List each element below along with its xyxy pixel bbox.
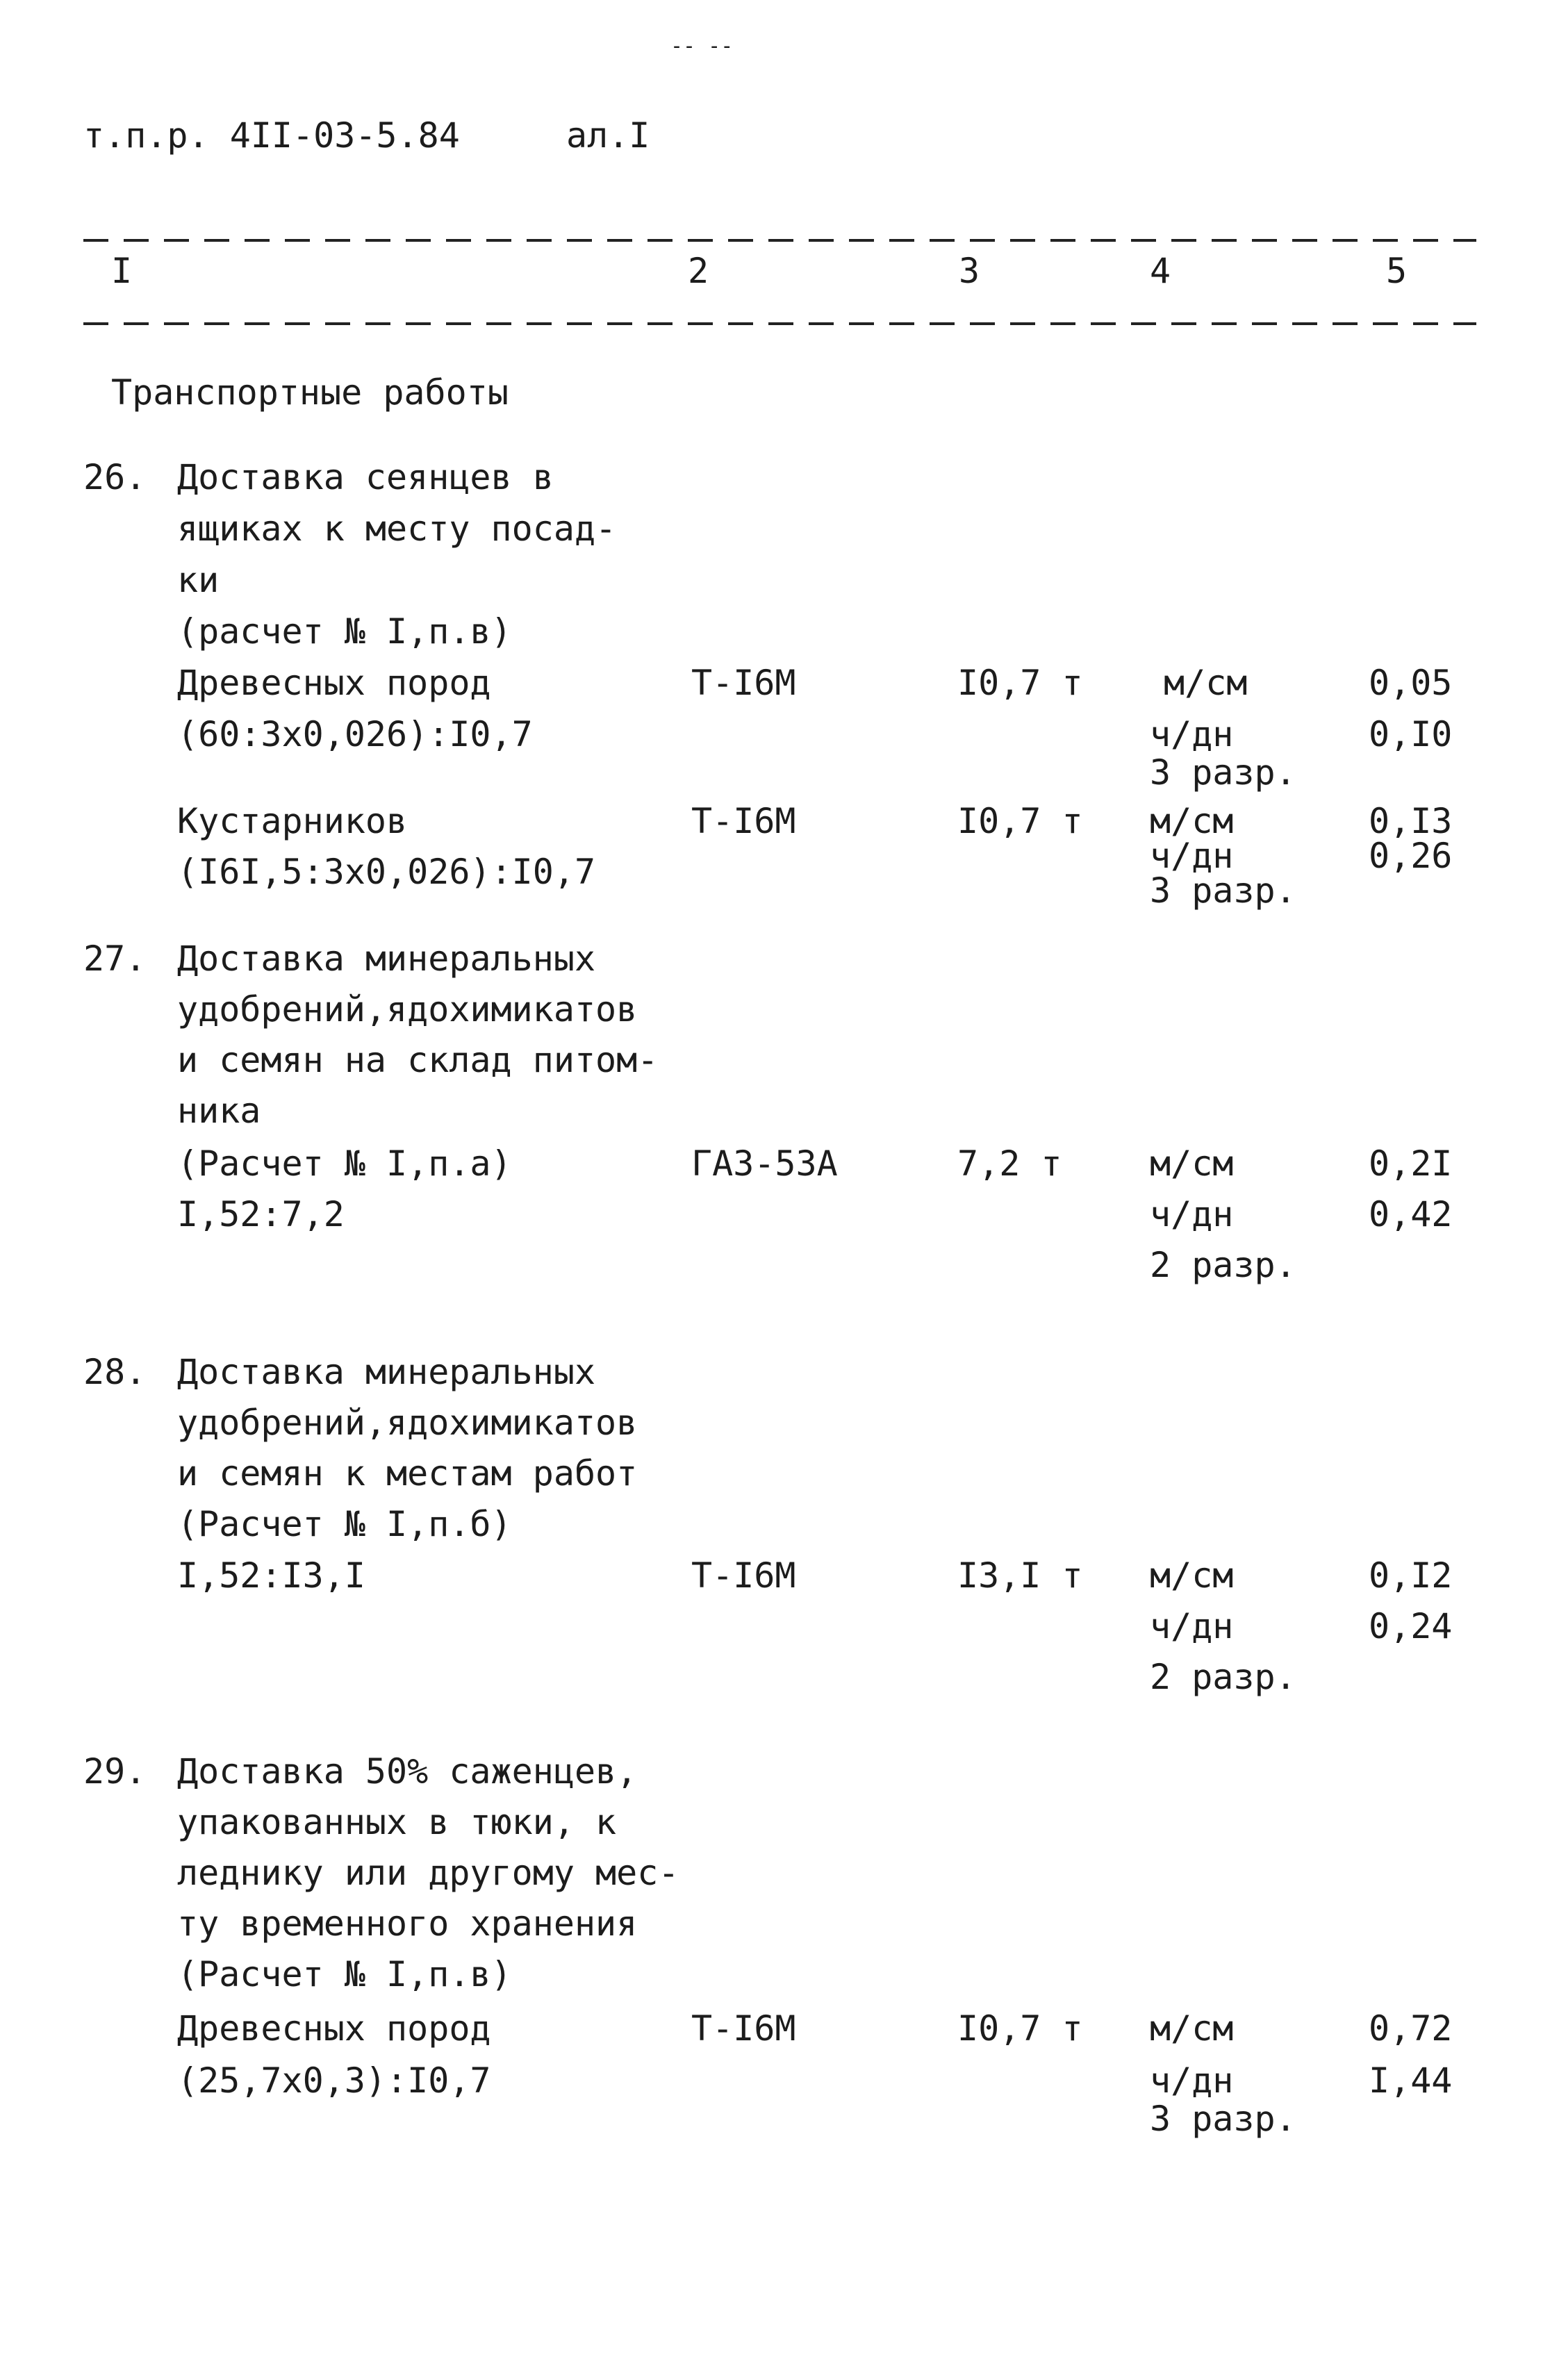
entry-text-line: ящиках к месту посад- [177, 509, 617, 549]
entry-text-line: и семян на склад питом- [177, 1040, 659, 1080]
row-value: 0,2I [1369, 1143, 1453, 1184]
row-machine: Т-I6М [691, 2008, 796, 2049]
row-unit: м/см [1164, 663, 1248, 703]
row-description: Древесных пород [177, 663, 491, 703]
row-grade: 3 разр. [1150, 752, 1296, 793]
page-mark: -- -- [670, 34, 734, 58]
entry-text-line: удобрений,ядохимикатов [177, 989, 638, 1030]
entry-text-line: Доставка 50% саженцев, [177, 1751, 638, 1792]
entry-text-line: упакованных в тюки, к [177, 1802, 617, 1842]
row-load: I0,7 т [957, 2008, 1083, 2049]
entry-number: 28. [83, 1352, 147, 1392]
row-load: I3,I т [957, 1555, 1083, 1596]
row-value: I,44 [1369, 2060, 1453, 2101]
row-unit: ч/дн [1150, 1606, 1234, 1646]
row-formula: I,52:7,2 [177, 1194, 345, 1234]
row-value: 0,42 [1369, 1194, 1453, 1234]
row-formula: (25,7x0,3):I0,7 [177, 2060, 491, 2101]
row-load: 7,2 т [957, 1143, 1062, 1184]
column-header-2: 2 [688, 251, 709, 291]
entry-text-line: удобрений,ядохимикатов [177, 1403, 638, 1443]
column-header-5: 5 [1386, 251, 1408, 291]
entry-text-line: (расчет № I,п.в) [177, 611, 512, 652]
row-unit: ч/дн [1150, 1194, 1234, 1234]
row-formula: (60:3x0,026):I0,7 [177, 714, 533, 754]
row-machine: Т-I6М [691, 801, 796, 841]
row-value: 0,24 [1369, 1606, 1453, 1646]
entry-number: 29. [83, 1751, 147, 1792]
entry-text-line: леднику или другому мес- [177, 1853, 679, 1893]
entry-text-line: Доставка сеянцев в [177, 457, 554, 497]
row-description: Древесных пород [177, 2008, 491, 2049]
entry-number: 26. [83, 457, 147, 497]
entry-text-line: ту временного хранения [177, 1903, 638, 1944]
row-grade: 3 разр. [1150, 2099, 1296, 2139]
row-value: 0,I3 [1369, 801, 1453, 841]
row-unit: ч/дн [1150, 714, 1234, 754]
header-rule-bottom [83, 322, 1476, 325]
header-rule-top [83, 239, 1476, 242]
row-formula: (I6I,5:3x0,026):I0,7 [177, 852, 596, 892]
row-machine: Т-I6М [691, 1555, 796, 1596]
row-unit: м/см [1150, 801, 1234, 841]
row-value: 0,05 [1369, 663, 1453, 703]
entry-text-line: ки [177, 560, 220, 600]
sheet-label: ал.I [566, 115, 650, 156]
row-machine: Т-I6М [691, 663, 796, 703]
row-description: (Расчет № I,п.а) [177, 1143, 512, 1184]
row-grade: 2 разр. [1150, 1245, 1296, 1285]
section-title: Транспортные работы [111, 372, 509, 413]
row-value: 0,I2 [1369, 1555, 1453, 1596]
row-load: I0,7 т [957, 663, 1083, 703]
entry-text-line: и семян к местам работ [177, 1453, 638, 1494]
column-header-3: 3 [959, 251, 980, 291]
row-load: I0,7 т [957, 801, 1083, 841]
row-value: 0,26 [1369, 836, 1453, 876]
entry-text-line: Доставка минеральных [177, 939, 596, 979]
row-unit: м/см [1150, 1555, 1234, 1596]
row-unit: ч/дн [1150, 836, 1234, 876]
entry-text-line: (Расчет № I,п.в) [177, 1954, 512, 1994]
column-header-1: I [111, 251, 133, 291]
row-value: 0,72 [1369, 2008, 1453, 2049]
row-machine: ГАЗ-53А [691, 1143, 838, 1184]
row-unit: ч/дн [1150, 2060, 1234, 2101]
row-formula: I,52:I3,I [177, 1555, 365, 1596]
entry-text-line: Доставка минеральных [177, 1352, 596, 1392]
row-description: Кустарников [177, 801, 408, 841]
column-header-4: 4 [1150, 251, 1171, 291]
entry-text-line: ника [177, 1091, 261, 1131]
row-grade: 2 разр. [1150, 1657, 1296, 1697]
row-unit: м/см [1150, 1143, 1234, 1184]
row-value: 0,I0 [1369, 714, 1453, 754]
entry-text-line: (Расчет № I,п.б) [177, 1504, 512, 1544]
entry-number: 27. [83, 939, 147, 979]
row-grade: 3 разр. [1150, 870, 1296, 911]
row-unit: м/см [1150, 2008, 1234, 2049]
document-reference: т.п.р. 4II-03-5.84 [83, 115, 460, 156]
